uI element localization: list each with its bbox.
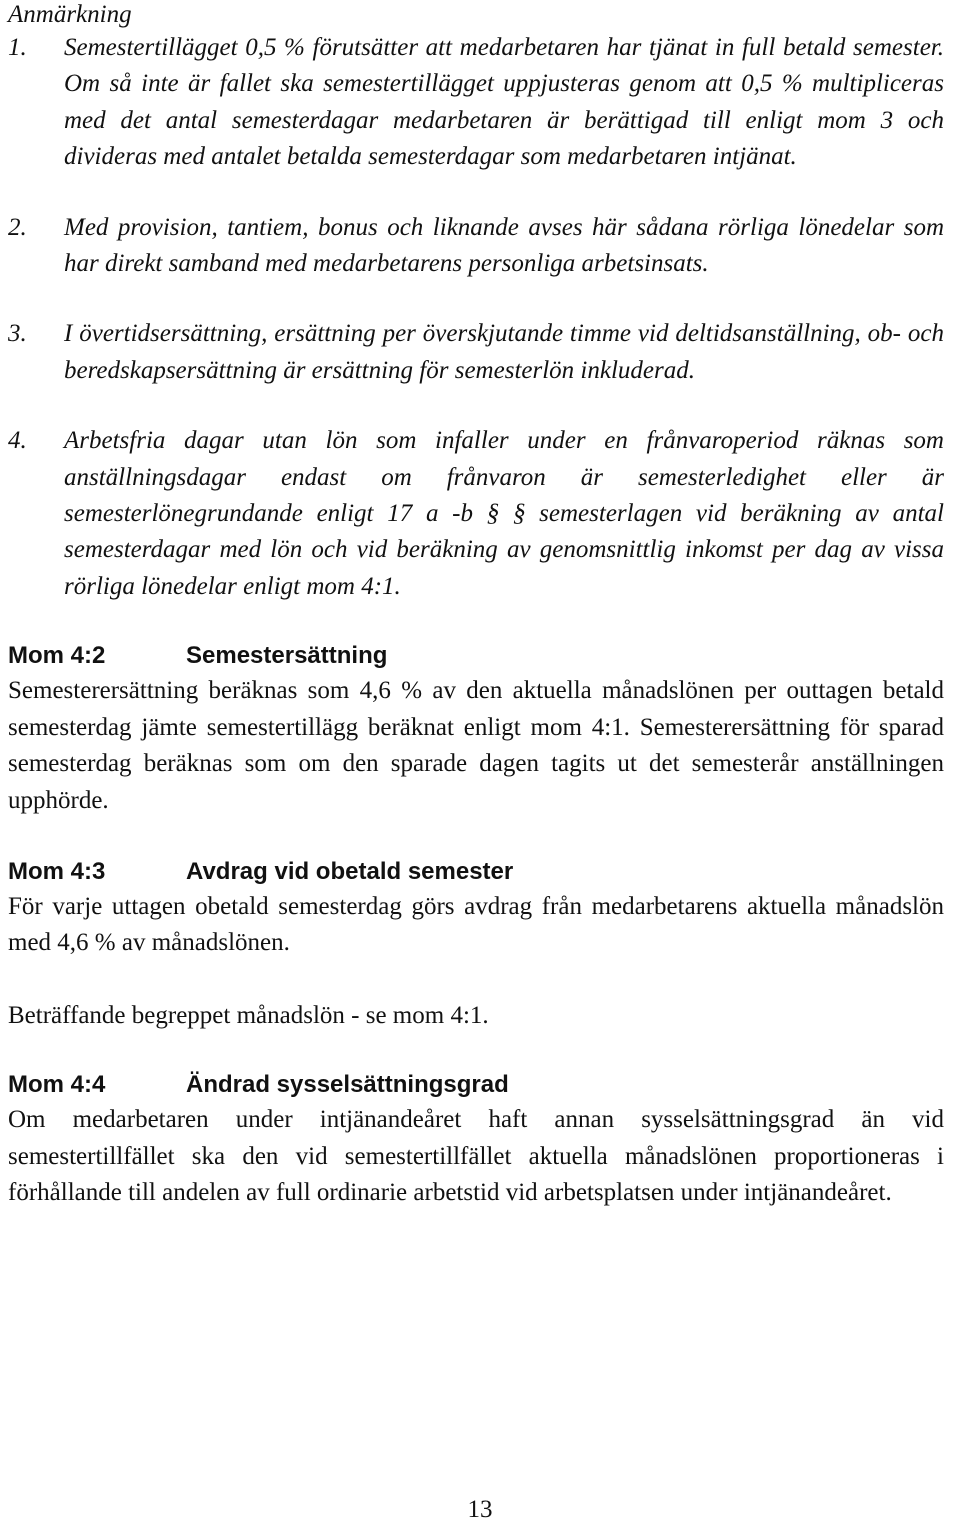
note-item [8, 316, 944, 389]
notes-heading: Anmärkning [8, 1, 132, 28]
note-item [8, 210, 944, 283]
section-heading [8, 1068, 944, 1102]
section-paragraph: Om medarbetaren under intjänandeåret haft annan sysselsättningsgrad än vid semestertillfället ska den vid semestertillfället aktuella månadslönen proportioneras i förhållande till andelen av full ordinarie arbetstid vid arbetsplatsen under intjänandeåret. [8, 1106, 944, 1206]
section-number: Mom 4:4 [8, 1071, 106, 1099]
note-number: 1. [8, 34, 27, 61]
section-number: Mom 4:2 [8, 642, 106, 670]
section-title: Semestersättning [186, 642, 388, 670]
document-page [8, 0, 944, 1211]
note-number: 4. [8, 427, 27, 455]
section-mom-4-2 [8, 639, 944, 819]
note-text: Semestertillägget 0,5 % förutsätter att medarbetaren har tjänat in full betald semester. Om så inte är fallet ska semestertillägget uppjusteras genom att 0,5 % multipliceras med det antal semesterdagar medarbetaren är berättigad till enligt mom 3 och divideras med antalet betalda semesterdagar som medarbetaren intjänat. [64, 34, 944, 171]
section-mom-4-4 [8, 1068, 944, 1211]
note-number: 3. [8, 320, 27, 348]
note-text: I övertidsersättning, ersättning per överskjutande timme vid deltidsanställning, ob- och beredskapsersättning är ersättning för semesterlön inkluderad. [64, 320, 944, 384]
note-item [8, 30, 944, 176]
note-text: Arbetsfria dagar utan lön som infaller under en frånvaroperiod räknas som anställningsdagar endast om frånvaron är semesterledighet eller är semesterlönegrundande enligt 17 a -b § § semesterlagen vid beräkning av antal semesterdagar med lön och vid beräkning av genomsnittlig inkomst per dag av vissa rörliga lönedelar enligt mom 4:1. [64, 427, 944, 600]
page-number: 13 [467, 1496, 493, 1523]
section-paragraph: Beträffande begreppet månadslön - se mom 4:1. [8, 1001, 489, 1029]
note-number: 2. [8, 213, 27, 241]
section-heading [8, 855, 944, 889]
section-heading [8, 639, 944, 673]
section-mom-4-3 [8, 855, 944, 1034]
section-title: Ändrad sysselsättningsgrad [186, 1071, 509, 1099]
section-number: Mom 4:3 [8, 857, 106, 885]
note-item [8, 423, 944, 605]
notes-list [8, 30, 944, 605]
note-text: Med provision, tantiem, bonus och liknande avses här sådana rörliga lönedelar som har direkt samband med medarbetarens personliga arbetsinsats. [64, 213, 944, 278]
section-title: Avdrag vid obetald semester [186, 857, 514, 885]
section-paragraph: Semesterersättning beräknas som 4,6 % av den aktuella månadslönen per outtagen betald semesterdag jämte semestertillägg beräknat enligt mom 4:1. Semesterersättning för sparad semesterdag beräknas som om den sparade dagen tagits ut det semesterår anställningen upphörde. [8, 677, 944, 814]
section-paragraph: För varje uttagen obetald semesterdag görs avdrag från medarbetarens aktuella månadslön med 4,6 % av månadslönen. [8, 892, 944, 957]
